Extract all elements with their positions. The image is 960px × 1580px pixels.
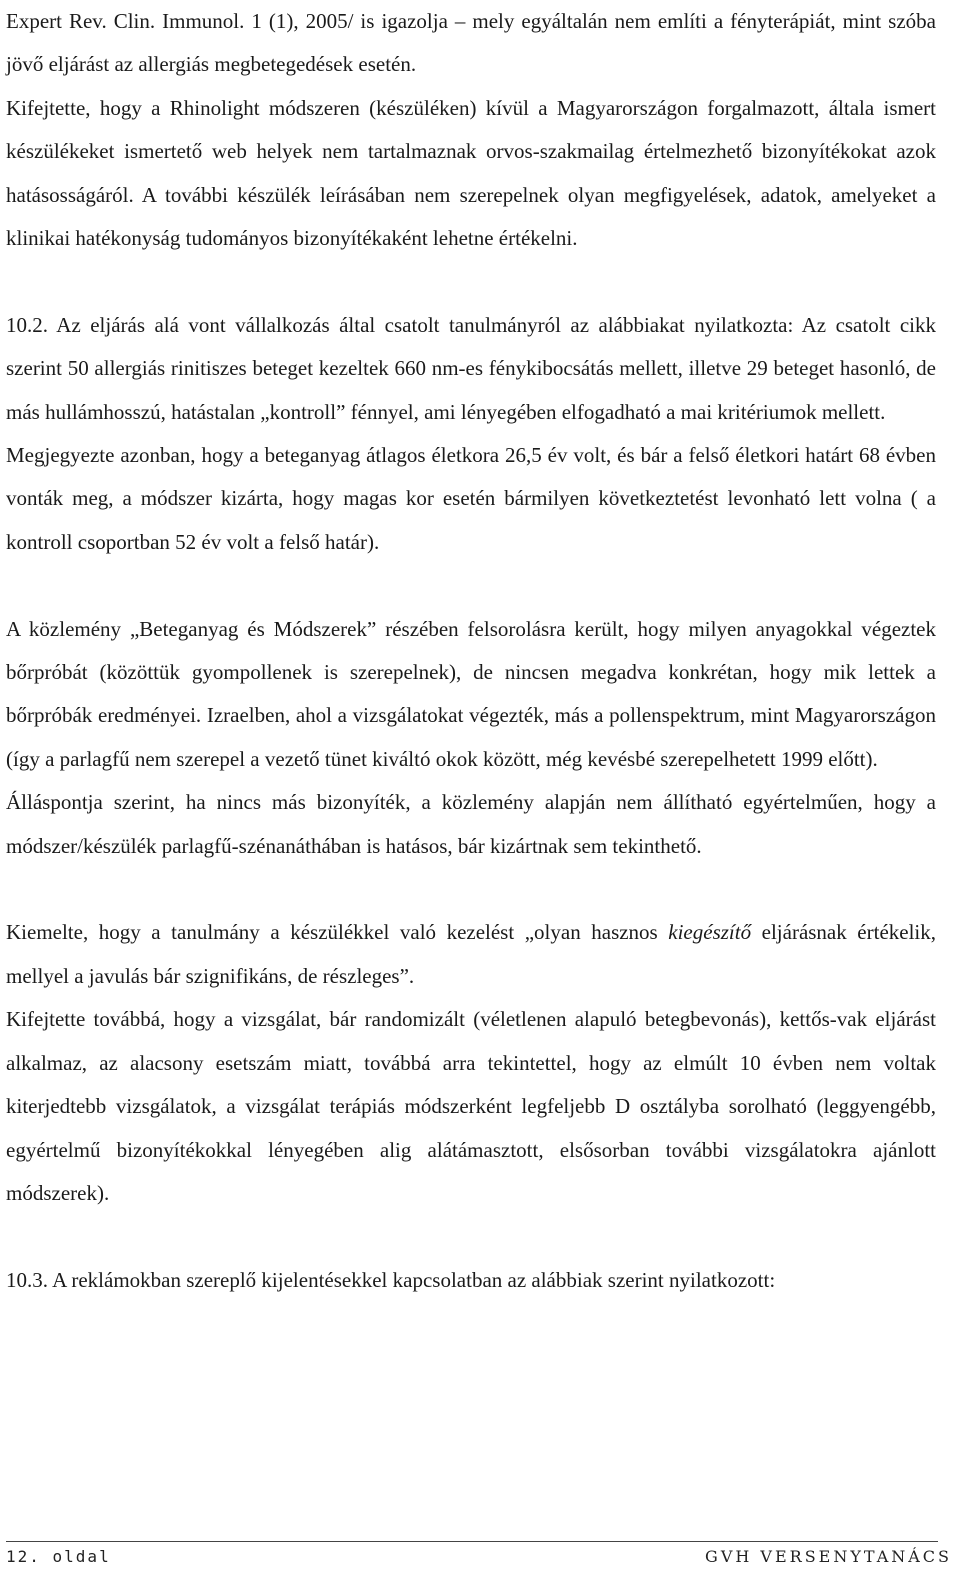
paragraph-section-10-2: 10.2. Az eljárás alá vont vállalkozás által csatolt tanulmányról az alábbiakat nyilatkozta: Az csatolt cikk szerint 50 allergiás rinitiszes beteget kezeltek 660 nm-es fénykibocsátás mellett, illetve 29 beteget hasonló, de más hullámhosszú, hatástalan „kontroll” fénnyel, ami lényegében elfogadható a mai kritériumok mellett. — [6, 312, 936, 424]
paragraph-citation-end: Expert Rev. Clin. Immunol. 1 (1), 2005/ is igazolja – mely egyáltalán nem említi a fényterápiát, mint szóba jövő eljárást az allergiás megbetegedések esetén. — [6, 9, 936, 77]
page-footer — [6, 1546, 952, 1568]
paragraph-randomized: Kifejtette továbbá, hogy a vizsgálat, bár randomizált (véletlenen alapuló betegbevonás), kettős-vak eljárást alkalmaz, az alacsony esetszám miatt, továbbá arra tekintettel, hogy az elmúlt 10 évben nem voltak kiterjedtebb vizsgálatok, a vizsgálat terápiás módszerként legfeljebb D osztályba sorolható (leggyengébb, egyértelmű bizonyítékokkal lényegében alig alátámasztott, elsősorban további vizsgálatokra ajánlott módszerek). — [6, 1007, 936, 1205]
document-body — [6, 0, 936, 1302]
emphasis-after: eljárásnak értékelik, mellyel a javulás bár szignifikáns, de részleges”. — [6, 920, 937, 988]
organization-name: GVH VERSENYTANÁCS — [705, 1547, 952, 1566]
paragraph-emphasis — [6, 911, 936, 998]
paragraph-position: Álláspontja szerint, ha nincs más bizonyíték, a közlemény alapján nem állítható egyértelműen, hogy a módszer/készülék parlagfű-szénanáthában is hatásos, bár kizártnak sem tekinthető. — [6, 790, 936, 858]
paragraph-section-10-3: 10.3. A reklámokban szereplő kijelentésekkel kapcsolatban az alábbiak szerint nyilatkozott: — [6, 1267, 776, 1292]
paragraph-spacer — [6, 868, 936, 911]
paragraph-methods: A közlemény „Beteganyag és Módszerek” részében felsorolásra került, hogy milyen anyagokkal végeztek bőrpróbát (közöttük gyompollenek is szerepelnek), de nincsen megadva konkrétan, hogy mik lettek a bőrpróbák eredményei. Izraelben, ahol a vizsgálatokat végezték, más a pollenspektrum, mint Magyarországon (így a parlagfű nem szerepel a vezető tünet kiváltó okok között, még kevésbé szerepelhetett 1999 előtt). — [6, 616, 936, 771]
footer-divider — [6, 1541, 938, 1542]
paragraph-age-note: Megjegyezte azonban, hogy a beteganyag átlagos életkora 26,5 év volt, és bár a felső életkori határt 68 évben vonták meg, a módszer kizárta, hogy magas kor esetén bármilyen következtetést levonható lett volna ( a kontroll csoportban 52 év volt a felső határ). — [6, 443, 936, 554]
paragraph-spacer — [6, 260, 936, 303]
paragraph-spacer — [6, 564, 936, 607]
emphasis-word: kiegészítő — [668, 920, 752, 945]
page-number: 12. oldal — [6, 1547, 111, 1566]
paragraph-spacer — [6, 1215, 936, 1258]
paragraph-web-sites: Kifejtette, hogy a Rhinolight módszeren (készüléken) kívül a Magyarországon forgalmazott, általa ismert készülékeket ismertető web helyek nem tartalmaznak orvos-szakmailag értelmezhető bizonyítékokat azok hatásosságáról. A további készülék leírásában nem szerepelnek olyan megfigyelések, adatok, amelyeket a klinikai hatékonyság tudományos bizonyítékaként lehetne értékelni. — [6, 95, 936, 251]
emphasis-before: Kiemelte, hogy a tanulmány a készülékkel való kezelést „olyan hasznos — [6, 920, 669, 945]
